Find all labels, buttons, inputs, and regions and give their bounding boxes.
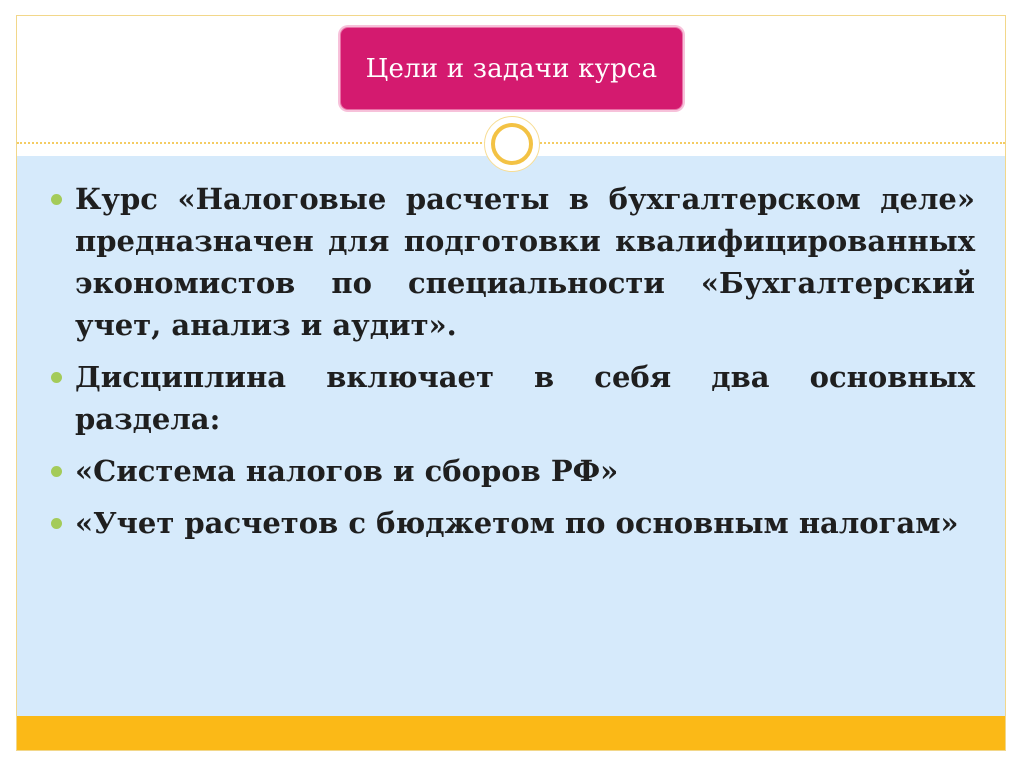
bullet-item bbox=[75, 356, 975, 440]
slide-title: Цели и задачи курса bbox=[365, 53, 658, 84]
title-box bbox=[340, 27, 683, 110]
bullet-dot-icon bbox=[51, 518, 62, 529]
bullet-text: «Система налогов и сборов РФ» bbox=[75, 454, 619, 488]
bullet-dot-icon bbox=[51, 194, 62, 205]
ring-ornament-icon bbox=[484, 116, 540, 172]
bullet-text: Дисциплина включает в себя два основных раздела: bbox=[75, 360, 975, 436]
footer-bar bbox=[17, 716, 1005, 750]
bullet-text: «Учет расчетов с бюджетом по основным налогам» bbox=[75, 506, 959, 540]
bullet-text: Курс «Налоговые расчеты в бухгалтерском деле» предназначен для подготовки квалифицированных экономистов по специальности «Бухгалтерский учет, анализ и аудит». bbox=[75, 182, 975, 342]
bullet-item bbox=[75, 502, 975, 544]
bullet-item bbox=[75, 178, 975, 346]
ring-inner-icon bbox=[491, 123, 533, 165]
bullet-list bbox=[75, 178, 975, 554]
bullet-item bbox=[75, 450, 975, 492]
bullet-dot-icon bbox=[51, 466, 62, 477]
bullet-dot-icon bbox=[51, 372, 62, 383]
